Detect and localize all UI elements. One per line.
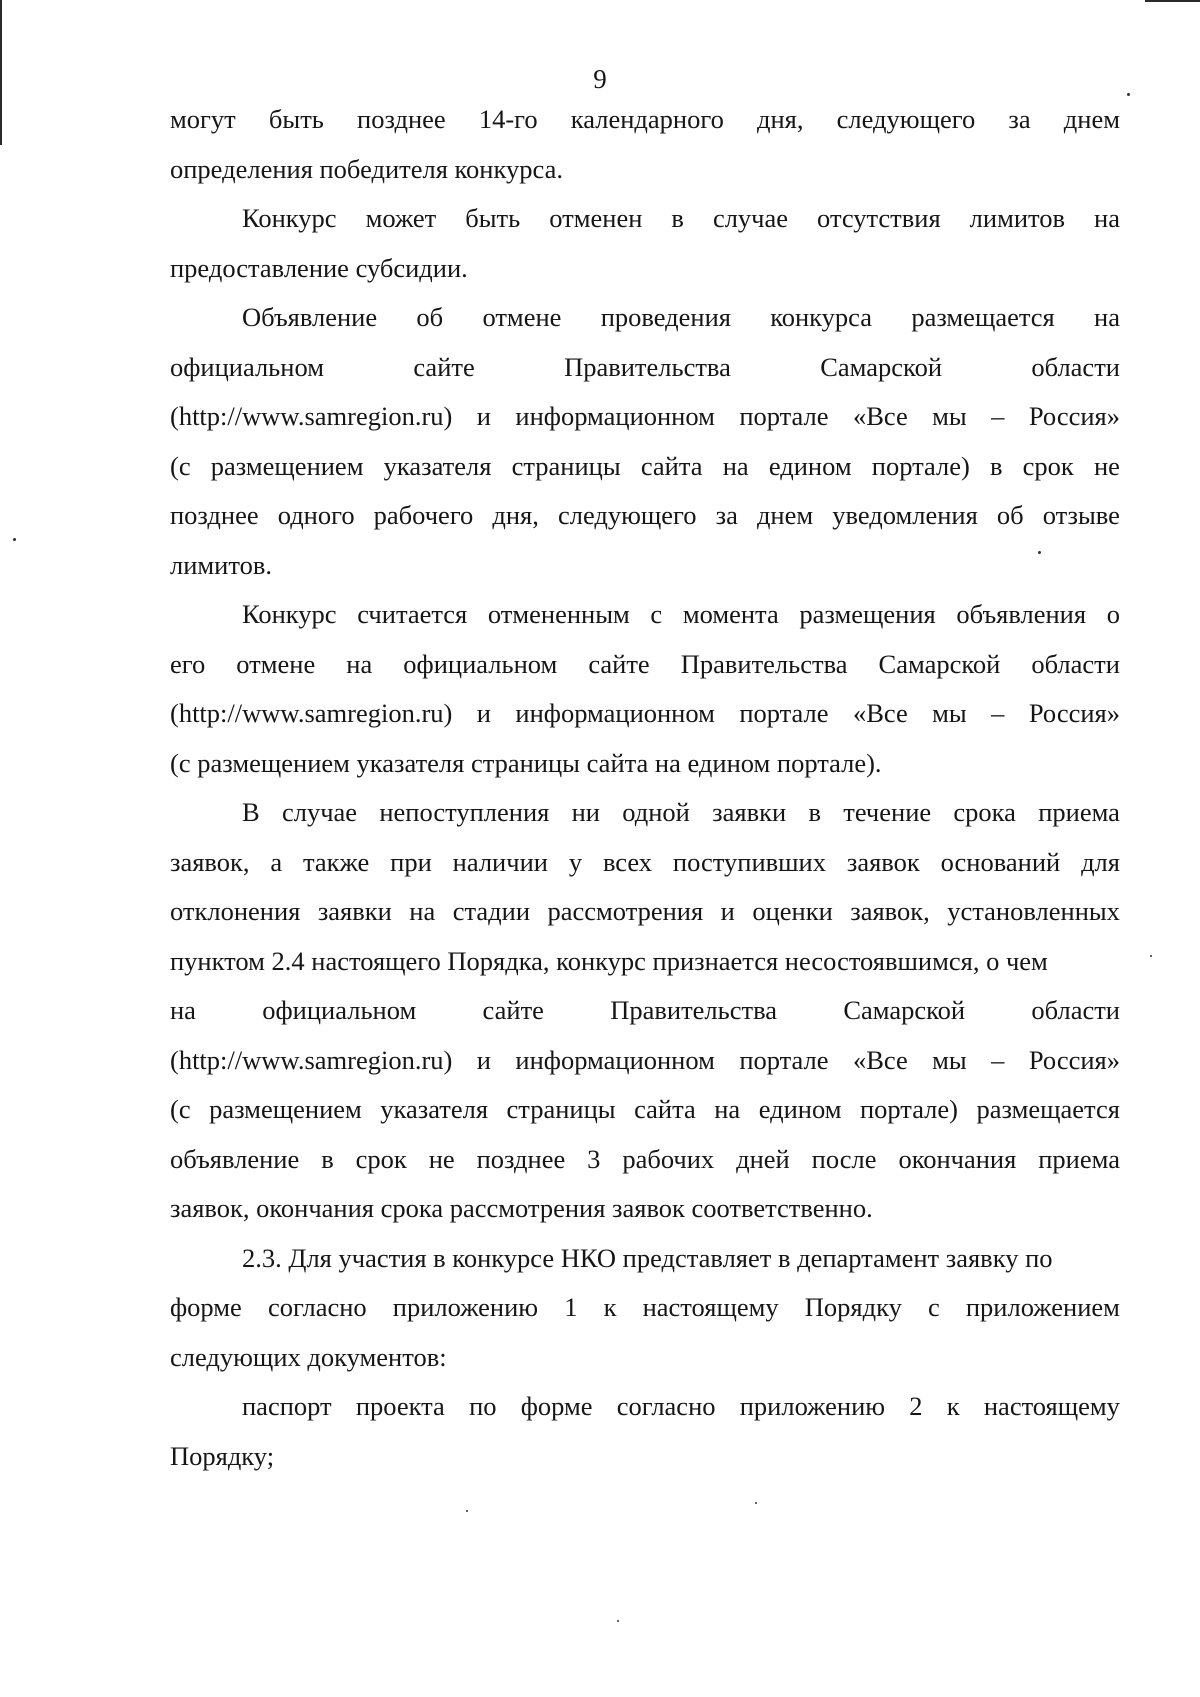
word: отзыве [1042,500,1120,530]
word: «Все [852,1044,908,1075]
word: срок [355,1143,407,1174]
word: информационном [515,698,715,728]
paragraph [170,1382,1120,1481]
word: случае [712,203,789,233]
word: установленных [947,896,1120,926]
word: срока [953,797,1016,827]
text-line [170,392,1120,442]
text-line [170,194,1120,244]
word: и [476,1044,491,1075]
word: мы [932,698,967,728]
word: всех [602,846,653,877]
word: (http://www.samregion.ru) [170,698,453,728]
word: при [390,846,432,877]
word: согласно [616,1391,716,1421]
word: к [603,1292,617,1322]
word: паспорт [242,1391,332,1421]
word: области [1031,995,1120,1025]
text-line [170,1283,1120,1333]
word: настоящему [983,1391,1120,1421]
word: приложением [965,1292,1120,1322]
word: по [469,1391,497,1421]
word: не [1093,450,1120,481]
word: с [927,1292,940,1322]
word: приема [1038,797,1120,827]
word: следующего [836,104,976,134]
word: срок [1022,450,1074,481]
word: размещением [210,450,364,481]
word: заявок, [850,896,930,926]
word: стадии [452,896,531,926]
word: об [416,302,444,332]
word: заявок, [170,846,250,877]
word: согласно [267,1292,367,1322]
word: момента [682,599,779,629]
text-line [170,838,1120,888]
text-line [170,640,1120,690]
word: форме [170,1292,242,1322]
text-line: лимитов. [170,549,272,580]
text-line [170,590,1120,640]
text-line [170,689,1120,739]
word: мы [932,401,967,431]
word: в [321,1143,334,1174]
word: (http://www.samregion.ru) [170,1044,453,1075]
text-line: 2.3. Для участия в конкурсе НКО представляет в департамент заявку по [242,1242,1053,1273]
word: у [568,846,583,877]
word: отклонения [170,896,301,926]
word: сайте [482,995,544,1025]
word: Россия» [1028,1044,1120,1075]
word: поступивших [672,846,826,877]
word: приема [1038,1143,1120,1174]
word: об [996,500,1024,530]
text-line: Порядку; [170,1440,275,1471]
word: Правительства [610,995,777,1025]
word: размещением [209,1094,362,1124]
word: к [946,1391,960,1421]
word: одного [277,500,355,530]
word: – [991,401,1005,431]
text-line [170,491,1120,541]
word: на [1094,203,1120,233]
word: сайта [634,1094,696,1124]
word: области [1031,648,1120,679]
text-line [170,442,1120,492]
word: следующего [557,500,697,530]
word: в [808,797,821,827]
word: течение [843,797,932,827]
word: заявки [317,896,392,926]
word: быть [268,104,324,134]
word: приложению [739,1391,886,1421]
word: уведомления [832,500,978,530]
word: на [1094,302,1120,332]
word: (http://www.samregion.ru) [170,401,453,431]
word: на [722,450,749,481]
word: Россия» [1028,401,1120,431]
text-line [170,887,1120,937]
word: едином [768,450,852,481]
document-body [170,95,1120,1481]
text-line [170,788,1120,838]
word: едином [758,1094,842,1124]
word: Самарской [843,995,966,1025]
word: 2 [909,1391,923,1421]
word: рассмотрения [547,896,704,926]
word: области [1031,351,1120,382]
text-line [170,1135,1120,1185]
word: официальном [262,995,417,1025]
word: (с [170,450,191,481]
word: Правительства [564,351,731,382]
word: «Все [852,401,908,431]
page-number: 9 [593,64,607,94]
word: объявление [170,1143,300,1174]
word: после [811,1143,877,1174]
word: может [365,203,437,233]
paragraph [170,95,1120,194]
word: портале) [859,1094,958,1124]
word: проекта [355,1391,445,1421]
word: отменен [549,203,643,233]
word: страницы [506,1094,616,1124]
word: на [170,995,196,1025]
word: сайта [640,450,703,481]
word: позднее [476,1143,566,1174]
word: Конкурс [242,203,337,233]
text-line [170,1036,1120,1086]
word: на [714,1094,741,1124]
word: проведения [600,302,731,332]
scan-speck [13,538,16,541]
word: мы [932,1044,967,1075]
paragraph [170,590,1120,788]
word: конкурса [770,302,873,332]
word: также [303,846,370,877]
word: Конкурс [242,599,337,629]
word: объявления [956,599,1087,629]
word: Правительства [680,648,848,679]
text-line [170,95,1120,145]
word: непоступления [379,797,550,827]
word: лимитов [969,203,1066,233]
word: и [720,896,735,926]
word: ни [571,797,600,827]
word: рабочего [373,500,474,530]
word: оценки [752,896,833,926]
word: указателя [380,1094,489,1124]
word: портале [739,698,829,728]
word: официальном [403,648,558,679]
word: размещается [911,302,1055,332]
word: отмене [482,302,562,332]
word: оснований [940,846,1061,877]
word: на [409,896,436,926]
scan-edge-artifact [1145,0,1200,2]
text-line [170,343,1120,393]
word: Объявление [242,302,378,332]
word: быть [465,203,521,233]
word: указателя [383,450,492,481]
word: его [170,648,206,679]
scan-speck [1150,955,1152,957]
paragraph [170,194,1120,293]
word: настоящему [642,1292,779,1322]
word: – [991,1044,1005,1075]
word: – [991,698,1005,728]
word: за [1008,104,1031,134]
word: позднее [357,104,446,134]
word: а [270,846,283,877]
text-line [170,1382,1120,1432]
word: позднее [170,500,259,530]
text-line: заявок, окончания срока рассмотрения заявок соответственно. [170,1193,873,1223]
word: приложению [392,1292,539,1322]
word: В [242,797,260,827]
word: дня, [757,104,804,134]
word: информационном [515,1044,715,1075]
text-line [170,986,1120,1036]
text-line: следующих документов: [170,1341,447,1372]
word: отмененным [487,599,630,629]
scan-speck [755,1502,757,1504]
word: и [476,698,491,728]
text-line [170,1085,1120,1135]
text-line [170,293,1120,343]
word: днем [1063,104,1120,134]
word: (с [170,1094,191,1124]
word: Самарской [878,648,1001,679]
word: не [428,1143,455,1174]
word: портале) [871,450,970,481]
word: в [671,203,684,233]
word: дней [736,1143,790,1174]
word: календарного [570,104,724,134]
word: за [715,500,738,530]
word: днем [756,500,814,530]
word: форме [520,1391,593,1421]
word: размещения [799,599,936,629]
text-line: определения победителя конкурса. [170,153,563,184]
word: на [346,648,373,679]
word: сайте [413,351,475,382]
word: заявок [846,846,920,877]
paragraph [170,293,1120,590]
word: для [1081,846,1120,877]
word: в [989,450,1003,481]
word: размещается [976,1094,1120,1124]
text-line: (с размещением указателя страницы сайта на едином портале). [170,747,882,778]
word: «Все [852,698,908,728]
word: одной [622,797,690,827]
word: заявки [712,797,787,827]
word: окончания [898,1143,1017,1174]
word: официальном [170,351,324,382]
text-line: пунктом 2.4 настоящего Порядка, конкурс признается несостоявшимся, о чем [170,945,1048,976]
word: Самарской [820,351,942,382]
word: сайте [588,648,650,679]
word: рабочих [622,1143,715,1174]
word: отсутствия [817,203,941,233]
scan-speck [617,1620,619,1622]
word: наличии [452,846,548,877]
word: и [476,401,491,431]
word: портале [739,1044,829,1075]
word: портале [739,401,829,431]
word: о [1106,599,1120,629]
word: Порядку [804,1292,902,1322]
text-line: предоставление субсидии. [170,252,468,283]
scan-speck [466,1510,468,1512]
word: отмене [236,648,316,679]
word: 3 [587,1143,601,1174]
word: могут [170,104,236,134]
word: 14-го [478,104,538,134]
word: Россия» [1028,698,1120,728]
paragraph [170,788,1120,1234]
word: считается [357,599,468,629]
word: с [650,599,663,629]
word: информационном [515,401,715,431]
word: страницы [511,450,621,481]
word: 1 [564,1292,578,1322]
word: случае [281,797,358,827]
paragraph [170,1234,1120,1383]
word: дня, [492,500,539,530]
